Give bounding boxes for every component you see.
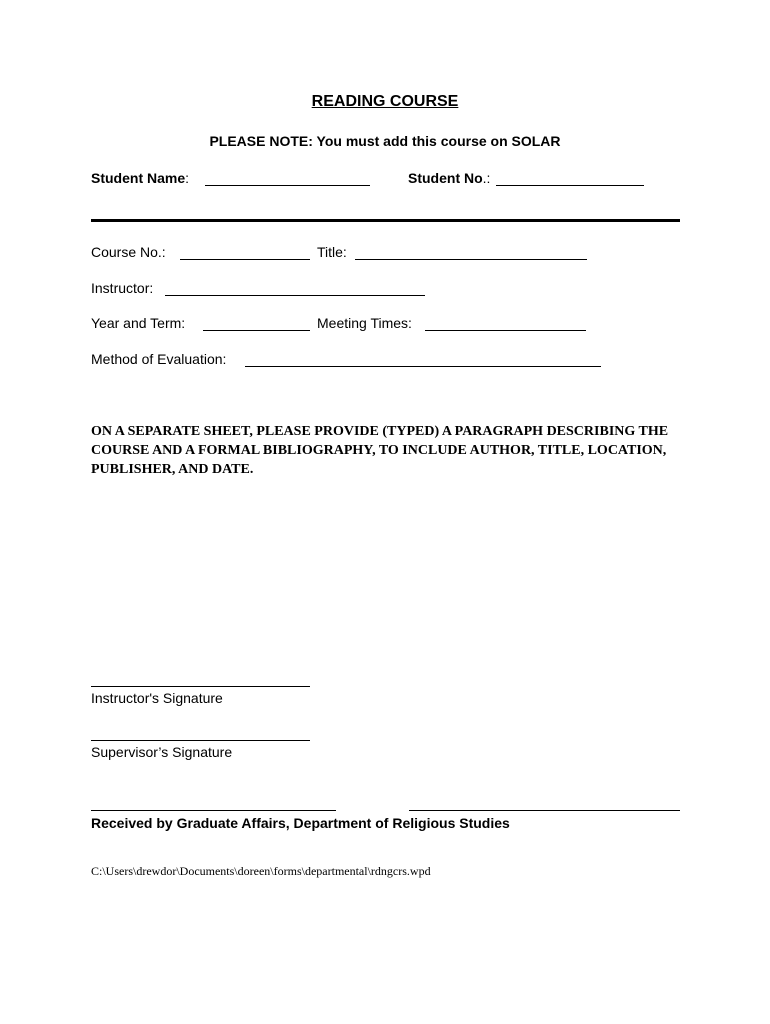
received-by-line-right[interactable] <box>409 810 680 811</box>
year-term-field[interactable] <box>203 330 310 331</box>
section-divider <box>91 219 680 222</box>
course-no-label: Course No.: <box>91 244 166 260</box>
method-evaluation-label: Method of Evaluation: <box>91 351 227 367</box>
file-path: C:\Users\drewdor\Documents\doreen\forms\departmental\rdngcrs.wpd <box>91 864 431 878</box>
year-term-label: Year and Term: <box>91 315 186 331</box>
instructor-label: Instructor: <box>91 280 154 296</box>
meeting-times-label: Meeting Times: <box>317 315 412 331</box>
meeting-times-field[interactable] <box>425 330 586 331</box>
title-field[interactable] <box>355 259 587 260</box>
title-label: Title: <box>317 244 347 260</box>
student-no-field[interactable] <box>496 185 644 186</box>
instructions-paragraph: ON A SEPARATE SHEET, PLEASE PROVIDE (TYPED) A PARAGRAPH DESCRIBING THE COURSE AND A FORMAL BIBLIOGRAPHY, TO INCLUDE AUTHOR, TITLE, LOCATION, PUBLISHER, AND DATE. <box>91 424 669 477</box>
solar-note: PLEASE NOTE: You must add this course on SOLAR <box>209 133 561 149</box>
instructor-field[interactable] <box>165 295 425 296</box>
supervisor-signature-label: Supervisor’s Signature <box>91 744 233 760</box>
course-no-field[interactable] <box>180 259 310 260</box>
student-no-label: Student No.: <box>408 170 491 186</box>
student-name-label: Student Name: <box>91 170 190 186</box>
instructor-signature-label: Instructor's Signature <box>91 690 223 706</box>
student-name-field[interactable] <box>205 185 370 186</box>
received-by-label: Received by Graduate Affairs, Department of Religious Studies <box>91 815 510 831</box>
received-by-line-left[interactable] <box>91 810 336 811</box>
form-title: READING COURSE <box>311 93 459 110</box>
instructor-signature-line[interactable] <box>91 686 310 687</box>
supervisor-signature-line[interactable] <box>91 740 310 741</box>
method-evaluation-field[interactable] <box>245 366 601 367</box>
